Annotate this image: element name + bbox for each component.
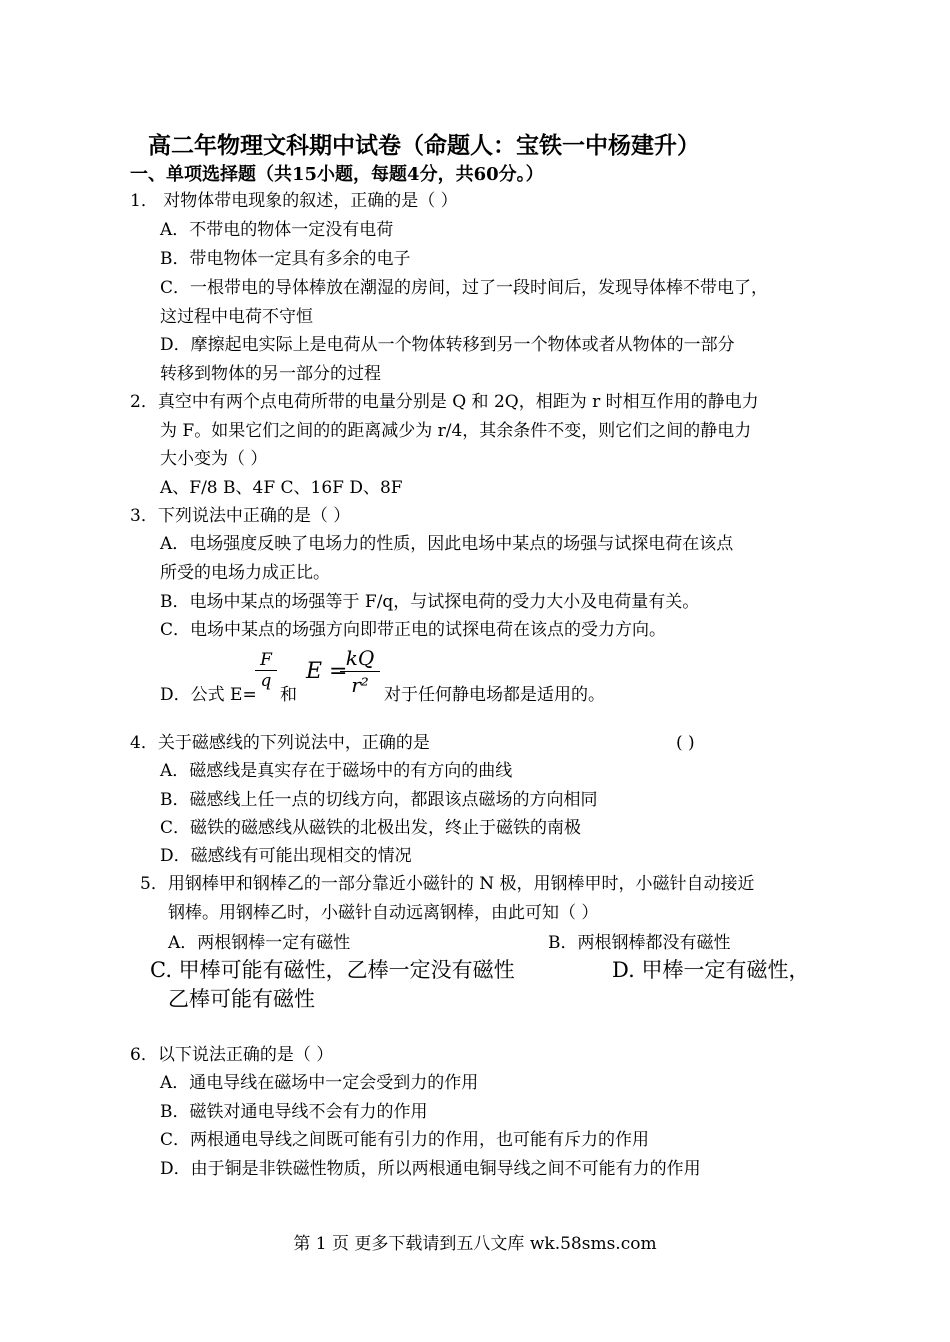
q1-option-a: A．不带电的物体一定没有电荷: [160, 220, 394, 240]
formula-numerator: F: [255, 650, 277, 671]
q1-stem: 1． 对物体带电现象的叙述，正确的是（ ）: [130, 191, 458, 211]
q4-option-a: A．磁感线是真实存在于磁场中的有方向的曲线: [160, 761, 513, 781]
q6-option-d: D．由于铜是非铁磁性物质，所以两根通电铜导线之间不可能有力的作用: [160, 1159, 701, 1179]
section-heading: 一、单项选择题（共15小题，每题4分，共60分。）: [130, 164, 544, 185]
q6-option-a: A．通电导线在磁场中一定会受到力的作用: [160, 1073, 479, 1093]
q2-options: A、F/8 B、4F C、16F D、8F: [160, 478, 403, 498]
q4-stem: 4．关于磁感线的下列说法中，正确的是: [130, 733, 430, 753]
q4-option-b: B．磁感线上任一点的切线方向，都跟该点磁场的方向相同: [160, 790, 598, 810]
q1-option-d-line2: 转移到物体的另一部分的过程: [160, 364, 381, 384]
formula-kq-over-r2: [340, 645, 380, 698]
q6-option-c: C．两根通电导线之间既可能有引力的作用，也可能有斥力的作用: [160, 1130, 650, 1150]
q3-option-a-line2: 所受的电场力成正比。: [160, 563, 330, 583]
q6-option-b: B．磁铁对通电导线不会有力的作用: [160, 1102, 428, 1122]
formula-numerator: kQ: [340, 645, 380, 672]
q5-option-c: C. 甲棒可能有磁性，乙棒一定没有磁性: [150, 958, 515, 982]
q3-option-d-prefix: D．公式 E=: [160, 685, 257, 705]
formula-f-over-q: [255, 650, 277, 691]
q5-option-a: A．两根钢棒一定有磁性: [168, 933, 351, 953]
q4-option-c: C．磁铁的磁感线从磁铁的北极出发，终止于磁铁的南极: [160, 818, 582, 838]
q1-option-c-line1: C．一根带电的导体棒放在潮湿的房间，过了一段时间后，发现导体棒不带电了，: [160, 278, 769, 298]
q3-option-d-suffix: 对于任何静电场都是适用的。: [384, 685, 605, 705]
q3-option-d-and: 和: [280, 685, 297, 705]
q1-option-c-line2: 这过程中电荷不守恒: [160, 307, 313, 327]
q1-option-d-line1: D．摩擦起电实际上是电荷从一个物体转移到另一个物体或者从物体的一部分: [160, 335, 735, 355]
q3-option-c: C．电场中某点的场强方向即带正电的试探电荷在该点的受力方向。: [160, 620, 667, 640]
page-title: 高二年物理文科期中试卷（命题人：宝铁一中杨建升）: [148, 132, 700, 159]
q3-stem: 3．下列说法中正确的是（ ）: [130, 506, 351, 526]
q5-option-b: B．两根钢棒都没有磁性: [548, 933, 731, 953]
page-footer: 第 1 页 更多下载请到五八文库 wk.58sms.com: [293, 1234, 657, 1254]
formula-denominator: q: [260, 671, 272, 691]
q2-stem-line1: 2．真空中有两个点电荷所带的电量分别是 Q 和 2Q，相距为 r 时相互作用的静电力: [130, 392, 759, 412]
q5-stem-line2: 钢棒。用钢棒乙时，小磁针自动远离钢棒，由此可知（ ）: [168, 903, 599, 923]
q2-stem-line2: 为 F。如果它们之间的的距离减少为 r/4，其余条件不变，则它们之间的静电力: [160, 421, 752, 441]
q1-option-b: B．带电物体一定具有多余的电子: [160, 249, 411, 269]
formula-e-lhs: E =: [306, 659, 348, 684]
q3-option-a-line1: A．电场强度反映了电场力的性质，因此电场中某点的场强与试探电荷在该点: [160, 534, 734, 554]
q5-stem-line1: 5．用钢棒甲和钢棒乙的一部分靠近小磁针的 N 极，用钢棒甲时，小磁针自动接近: [140, 874, 755, 894]
q4-option-d: D．磁感线有可能出现相交的情况: [160, 846, 412, 866]
q5-option-d-line2: 乙棒可能有磁性: [168, 987, 315, 1011]
q5-option-d-line1: D. 甲棒一定有磁性，: [612, 958, 810, 982]
q3-option-b: B．电场中某点的场强等于 F/q，与试探电荷的受力大小及电荷量有关。: [160, 592, 700, 612]
q2-stem-line3: 大小变为（ ）: [160, 449, 268, 469]
q4-answer-paren: ( ): [676, 733, 695, 753]
q6-stem: 6．以下说法正确的是（ ）: [130, 1045, 334, 1065]
formula-denominator: r²: [351, 673, 369, 697]
